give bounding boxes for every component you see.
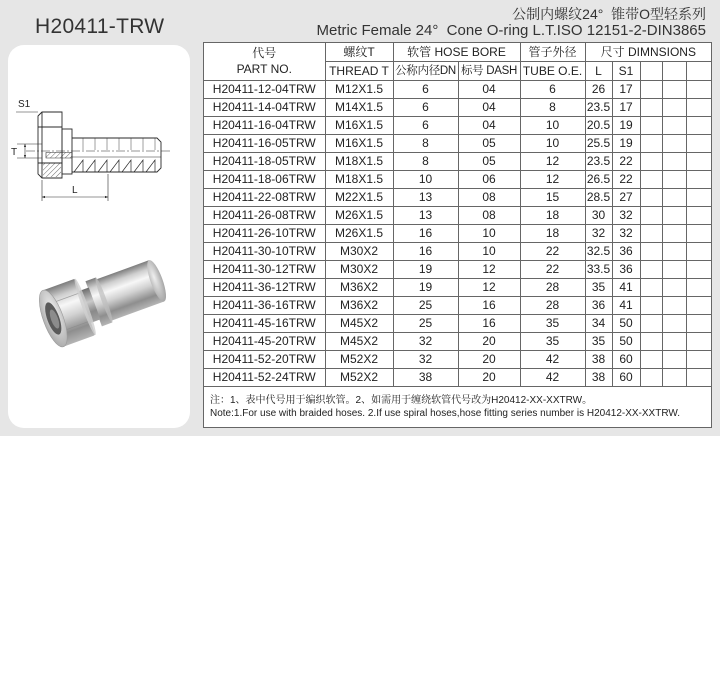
cell-part: H20411-45-20TRW: [204, 332, 325, 350]
cell-dash: 06: [458, 170, 520, 188]
cell-part: H20411-30-12TRW: [204, 260, 325, 278]
cell-blank: [686, 116, 711, 134]
cell-l: 25.5: [586, 136, 611, 150]
page-title: H20411-TRW: [35, 15, 165, 38]
cell-thread: M16X1.5: [325, 134, 393, 152]
cell-dn: 16: [393, 224, 458, 242]
cell-s1: 22: [612, 170, 640, 188]
cell-l: 36: [585, 296, 612, 314]
cell-thread: M52X2: [325, 368, 393, 386]
cell-dash: 20: [458, 350, 520, 368]
cell-thread: M45X2: [325, 332, 393, 350]
cell-dash: 12: [458, 260, 520, 278]
cell-blank: [640, 170, 662, 188]
table-body: [204, 80, 711, 386]
hose-tail-outline: [72, 138, 161, 172]
cell-blank: [662, 260, 686, 278]
cell-dn: 6: [393, 98, 458, 116]
cell-s1: 19: [612, 134, 640, 152]
cell-blank: [640, 98, 662, 116]
header-tube-cn: 管子外径: [520, 43, 585, 61]
cell-dn: 16: [393, 242, 458, 260]
cell-s1: 60: [612, 368, 640, 386]
cell-tube: 22: [520, 242, 585, 260]
cell-l: 38: [585, 368, 612, 386]
cell-blank: [686, 98, 711, 116]
header-blank: [662, 61, 686, 80]
cell-s1: 50: [612, 314, 640, 332]
cell-thread: M14X1.5: [325, 98, 393, 116]
cell-s1: 32: [612, 206, 640, 224]
cell-blank: [686, 314, 711, 332]
cell-l: 28.5: [586, 190, 611, 204]
cell-part: H20411-16-05TRW: [204, 134, 325, 152]
cell-s1: 41: [612, 278, 640, 296]
note-chinese: 注：1、表中代号用于编织软管。2、如需用于缠绕软管代号改为H20412-XX-XXTRW。: [210, 395, 593, 406]
cell-blank: [686, 350, 711, 368]
header-dimensions: 尺寸 DIMNSIONS: [585, 43, 711, 61]
cell-blank: [640, 260, 662, 278]
cell-tube: 15: [520, 188, 585, 206]
table-row: [204, 368, 711, 386]
cell-dash: 12: [458, 278, 520, 296]
cell-tube: 42: [520, 368, 585, 386]
cell-dn: 38: [393, 368, 458, 386]
cell-thread: M30X2: [325, 260, 393, 278]
header-part-cn: 代号: [252, 46, 277, 61]
cell-l: 35: [585, 332, 612, 350]
header-row-1: [204, 43, 711, 61]
cell-l: 30: [585, 206, 612, 224]
note-english: Note:1.For use with braided hoses. 2.If use spiral hoses,hose fitting series number is H20412-XX-XXTRW.: [210, 407, 681, 419]
cell-blank: [640, 188, 662, 206]
nipple-section-hatch: [46, 153, 72, 159]
cell-s1: 19: [612, 116, 640, 134]
cell-blank: [662, 116, 686, 134]
cell-s1: 17: [612, 98, 640, 116]
cell-thread: M16X1.5: [325, 116, 393, 134]
cell-dn: 25: [393, 314, 458, 332]
cell-blank: [686, 170, 711, 188]
cell-thread: M18X1.5: [325, 152, 393, 170]
cell-blank: [686, 242, 711, 260]
cell-blank: [640, 80, 662, 98]
cell-s1: 32: [612, 224, 640, 242]
cell-thread: M26X1.5: [325, 206, 393, 224]
cell-s1: 17: [612, 80, 640, 98]
cell-dash: 10: [458, 242, 520, 260]
header-part-no: [204, 43, 325, 80]
cell-thread: M52X2: [325, 350, 393, 368]
cell-thread: M30X2: [325, 242, 393, 260]
cell-s1: 60: [612, 350, 640, 368]
cell-blank: [686, 278, 711, 296]
cell-l: 23.5: [586, 154, 611, 168]
label-t: T: [11, 147, 18, 158]
cell-blank: [662, 332, 686, 350]
cell-blank: [640, 278, 662, 296]
cell-blank: [662, 242, 686, 260]
cell-blank: [662, 80, 686, 98]
cell-part: H20411-30-10TRW: [204, 242, 325, 260]
cell-part: H20411-36-12TRW: [204, 278, 325, 296]
cell-part: H20411-52-20TRW: [204, 350, 325, 368]
header-s1: S1: [612, 61, 640, 80]
cell-s1: 50: [612, 332, 640, 350]
header-blank: [640, 61, 662, 80]
cell-dash: 16: [458, 296, 520, 314]
cell-l: 32: [585, 224, 612, 242]
cell-blank: [640, 134, 662, 152]
label-s1: S1: [18, 99, 31, 110]
header-thread-en: THREAD T: [325, 61, 393, 80]
cell-l: 20.5: [586, 118, 611, 132]
cell-blank: [662, 314, 686, 332]
cell-l: 33.5: [586, 262, 611, 276]
table-row: [204, 314, 711, 332]
cell-thread: M45X2: [325, 314, 393, 332]
cell-tube: 18: [520, 206, 585, 224]
table-row: [204, 242, 711, 260]
cell-blank: [686, 224, 711, 242]
cell-tube: 35: [520, 314, 585, 332]
cell-part: H20411-45-16TRW: [204, 314, 325, 332]
cell-tube: 22: [520, 260, 585, 278]
table-row: [204, 350, 711, 368]
header-dash: 标号 DASH: [458, 61, 520, 80]
illustration-panel: [8, 45, 190, 428]
subtitle-chinese: 公制内螺纹24° 锥带O型轻系列: [512, 6, 706, 22]
cell-s1: 36: [612, 242, 640, 260]
header-tube-en: TUBE O.E.: [520, 61, 585, 80]
cell-part: H20411-26-10TRW: [204, 224, 325, 242]
cell-blank: [640, 332, 662, 350]
cell-part: H20411-16-04TRW: [204, 116, 325, 134]
cell-dn: 6: [393, 80, 458, 98]
cell-thread: M36X2: [325, 278, 393, 296]
cell-dash: 08: [458, 188, 520, 206]
table-row: [204, 80, 711, 98]
notes: [204, 386, 711, 420]
header-part-en: PART NO.: [236, 62, 292, 77]
cell-blank: [662, 170, 686, 188]
cell-part: H20411-26-08TRW: [204, 206, 325, 224]
cell-dash: 05: [458, 134, 520, 152]
table-row: [204, 188, 711, 206]
cell-s1: 22: [612, 152, 640, 170]
cell-tube: 8: [520, 98, 585, 116]
cell-thread: M18X1.5: [325, 170, 393, 188]
cell-part: H20411-18-06TRW: [204, 170, 325, 188]
cell-blank: [662, 152, 686, 170]
table-row: [204, 278, 711, 296]
cell-tube: 12: [520, 170, 585, 188]
cell-blank: [686, 152, 711, 170]
table-row: [204, 134, 711, 152]
cell-blank: [662, 188, 686, 206]
table-row: [204, 98, 711, 116]
cell-blank: [662, 278, 686, 296]
cell-dash: 08: [458, 206, 520, 224]
cell-blank: [640, 242, 662, 260]
cell-l: 23.5: [586, 100, 611, 114]
cell-dn: 19: [393, 278, 458, 296]
cell-blank: [662, 350, 686, 368]
cell-dn: 19: [393, 260, 458, 278]
cell-l: 32.5: [586, 244, 611, 258]
header-l: L: [585, 61, 612, 80]
cell-dash: 05: [458, 152, 520, 170]
table-row: [204, 206, 711, 224]
cell-tube: 12: [520, 152, 585, 170]
cell-s1: 36: [612, 260, 640, 278]
table-row: [204, 260, 711, 278]
cell-blank: [662, 296, 686, 314]
cell-dn: 13: [393, 206, 458, 224]
cell-blank: [640, 314, 662, 332]
cell-dash: 20: [458, 368, 520, 386]
cell-dn: 25: [393, 296, 458, 314]
technical-drawing: [11, 99, 170, 201]
cell-dash: 04: [458, 98, 520, 116]
cell-blank: [686, 296, 711, 314]
cell-dn: 32: [393, 332, 458, 350]
table-row: [204, 152, 711, 170]
cell-dn: 8: [393, 152, 458, 170]
cell-dn: 6: [393, 116, 458, 134]
cell-blank: [662, 134, 686, 152]
cell-blank: [640, 296, 662, 314]
cell-blank: [686, 134, 711, 152]
cell-blank: [686, 368, 711, 386]
cell-part: H20411-18-05TRW: [204, 152, 325, 170]
cell-l: 26: [585, 80, 612, 98]
cell-thread: M36X2: [325, 296, 393, 314]
cell-blank: [640, 206, 662, 224]
cell-tube: 6: [520, 80, 585, 98]
header-hose-bore: 软管 HOSE BORE: [393, 43, 520, 61]
cell-s1: 41: [612, 296, 640, 314]
cell-dn: 32: [393, 350, 458, 368]
cell-thread: M26X1.5: [325, 224, 393, 242]
cell-part: H20411-52-24TRW: [204, 368, 325, 386]
cell-dash: 16: [458, 314, 520, 332]
header-dn: 公称内径DN: [393, 61, 458, 80]
cell-part: H20411-14-04TRW: [204, 98, 325, 116]
header-thread-cn: 螺纹T: [325, 43, 393, 61]
fitting-photo: [34, 251, 173, 350]
dimension-s1: [16, 99, 38, 112]
cell-blank: [686, 332, 711, 350]
table-row: [204, 170, 711, 188]
cell-blank: [662, 224, 686, 242]
cell-tube: 10: [520, 116, 585, 134]
table-row: [204, 332, 711, 350]
cell-dash: 10: [458, 224, 520, 242]
cell-blank: [640, 152, 662, 170]
cell-part: H20411-36-16TRW: [204, 296, 325, 314]
cell-l: 26.5: [586, 172, 611, 186]
label-l: L: [72, 185, 78, 196]
cell-dash: 20: [458, 332, 520, 350]
cell-blank: [686, 188, 711, 206]
cell-blank: [662, 98, 686, 116]
cell-s1: 27: [612, 188, 640, 206]
cell-blank: [640, 224, 662, 242]
cell-dn: 8: [393, 134, 458, 152]
cell-thread: M12X1.5: [325, 80, 393, 98]
subtitle-english: Metric Female 24° Cone O-ring L.T.ISO 12151-2-DIN3865: [316, 22, 706, 39]
spec-sheet: [203, 42, 712, 428]
cell-blank: [640, 350, 662, 368]
cell-l: 35: [585, 278, 612, 296]
table-row: [204, 116, 711, 134]
cell-blank: [640, 116, 662, 134]
cell-dash: 04: [458, 80, 520, 98]
cell-blank: [662, 206, 686, 224]
nut-section-hatch: [43, 163, 61, 177]
cell-blank: [662, 368, 686, 386]
collar-outline: [62, 129, 72, 174]
spec-table: [204, 43, 711, 386]
cell-dash: 04: [458, 116, 520, 134]
cell-tube: 10: [520, 134, 585, 152]
cell-dn: 10: [393, 170, 458, 188]
cell-blank: [640, 368, 662, 386]
cell-part: H20411-22-08TRW: [204, 188, 325, 206]
header-blank: [686, 61, 711, 80]
cell-dn: 13: [393, 188, 458, 206]
cell-l: 34: [585, 314, 612, 332]
cell-tube: 35: [520, 332, 585, 350]
cell-tube: 28: [520, 278, 585, 296]
cell-tube: 42: [520, 350, 585, 368]
cell-thread: M22X1.5: [325, 188, 393, 206]
cell-tube: 18: [520, 224, 585, 242]
cell-blank: [686, 206, 711, 224]
cell-blank: [686, 260, 711, 278]
table-row: [204, 296, 711, 314]
cell-tube: 28: [520, 296, 585, 314]
table-row: [204, 224, 711, 242]
fitting-illustrations: [8, 45, 190, 428]
cell-part: H20411-12-04TRW: [204, 80, 325, 98]
cell-blank: [686, 80, 711, 98]
cell-l: 38: [585, 350, 612, 368]
